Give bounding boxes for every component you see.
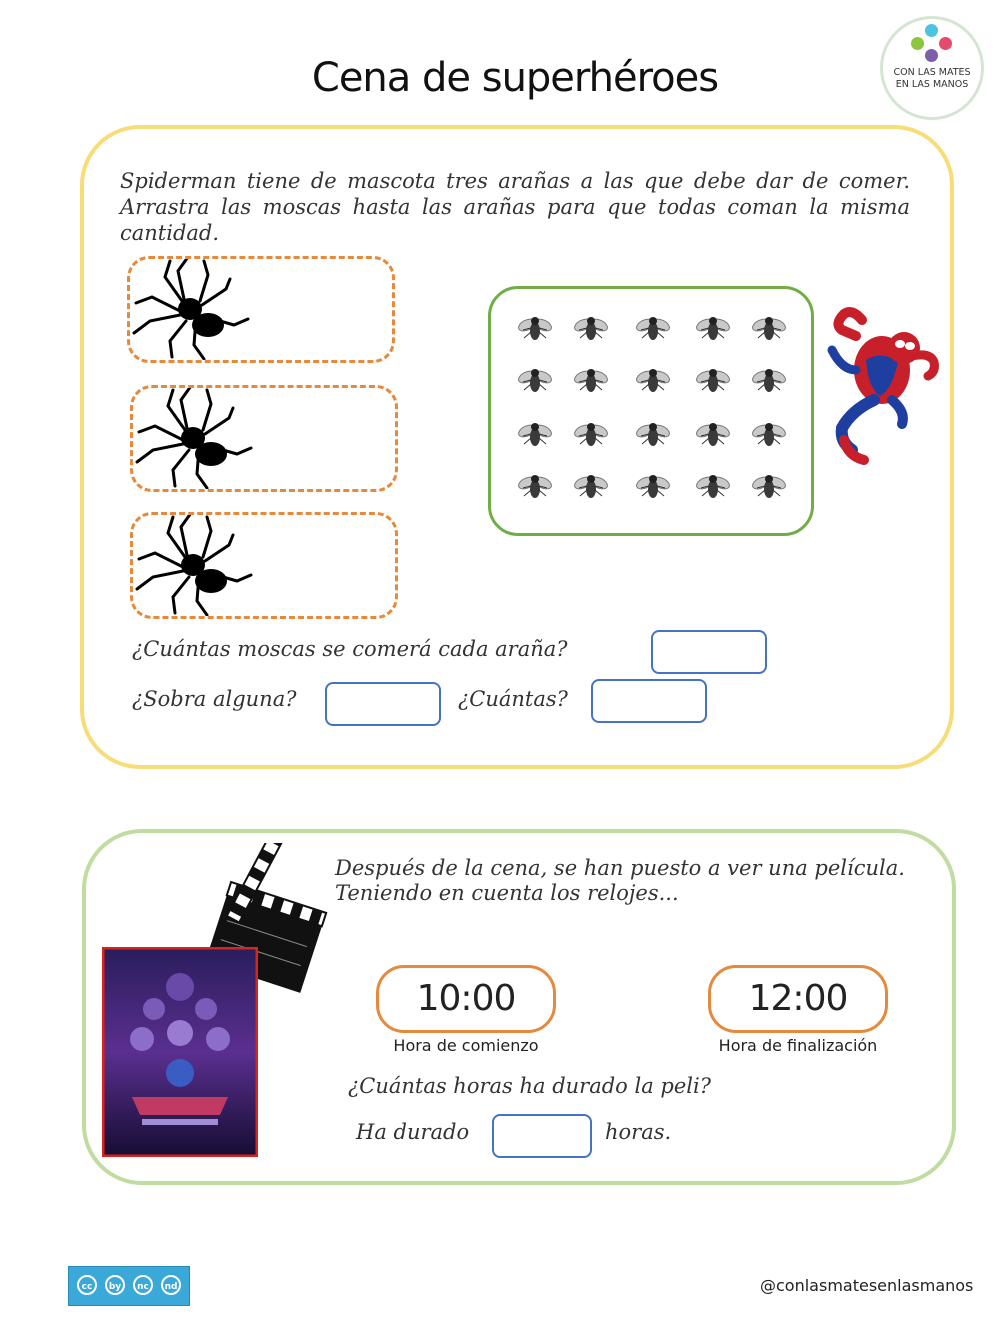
brand-logo [880, 16, 984, 120]
fly-icon[interactable] [636, 366, 670, 396]
fly-icon[interactable] [752, 314, 786, 344]
spider-drop-zone[interactable] [130, 512, 398, 619]
logo-dot-icon [925, 24, 938, 37]
question-per-spider: ¿Cuántas moscas se comerá cada araña? [132, 637, 568, 661]
answer-prefix: Ha durado [356, 1120, 470, 1144]
fly-icon[interactable] [574, 366, 608, 396]
leftover-answer-input[interactable] [325, 682, 441, 726]
fly-grid [491, 289, 811, 533]
logo-dot-icon [939, 37, 952, 50]
movie-text-line1: Después de la cena, se han puesto a ver una película. [335, 856, 905, 880]
start-time-label: Hora de comienzo [393, 1036, 539, 1055]
logo-dot-icon [911, 37, 924, 50]
fly-icon[interactable] [696, 472, 730, 502]
cc-icon: cc [77, 1275, 97, 1295]
spider-icon [130, 259, 250, 360]
fly-icon[interactable] [752, 472, 786, 502]
author-handle: @conlasmatesenlasmanos [760, 1276, 974, 1295]
movie-poster [102, 947, 258, 1157]
fly-icon[interactable] [752, 420, 786, 450]
attribution-icon: by [105, 1275, 125, 1295]
fly-icon[interactable] [636, 314, 670, 344]
spider-icon [133, 388, 253, 489]
question-leftover: ¿Sobra alguna? [132, 687, 297, 711]
start-time-clock: 10:00 [376, 965, 556, 1033]
fly-icon[interactable] [636, 420, 670, 450]
fly-icon[interactable] [574, 314, 608, 344]
fly-icon[interactable] [752, 366, 786, 396]
movie-text-line2: Teniendo en cuenta los relojes... [335, 881, 679, 905]
question-how-many: ¿Cuántas? [458, 687, 568, 711]
noncommercial-icon: nc [133, 1275, 153, 1295]
per-spider-answer-input[interactable] [651, 630, 767, 674]
license-badge [68, 1266, 190, 1306]
spider-drop-zone[interactable] [130, 385, 398, 492]
noderivatives-icon: nd [161, 1275, 181, 1295]
fly-icon[interactable] [518, 472, 552, 502]
fly-icon[interactable] [518, 420, 552, 450]
logo-dot-icon [925, 49, 938, 62]
movie-instructions [335, 856, 910, 906]
end-time-clock: 12:00 [708, 965, 888, 1033]
end-time-label: Hora de finalización [718, 1036, 878, 1055]
logo-text: CON LAS MATES EN LAS MANOS [893, 67, 971, 90]
fly-icon[interactable] [696, 366, 730, 396]
fly-icon[interactable] [696, 314, 730, 344]
fly-icon[interactable] [574, 420, 608, 450]
duration-answer-input[interactable] [492, 1114, 592, 1158]
spider-instructions: Spiderman tiene de mascota tres arañas a las que debe dar de comer. Arrastra las moscas hasta las arañas para que todas coman la misma cantidad. [120, 169, 910, 245]
fly-icon[interactable] [696, 420, 730, 450]
spider-icon [133, 515, 253, 616]
fly-container [488, 286, 814, 536]
fly-icon[interactable] [518, 366, 552, 396]
fly-icon[interactable] [574, 472, 608, 502]
spiderman-figure [822, 300, 942, 465]
how-many-answer-input[interactable] [591, 679, 707, 723]
fly-icon[interactable] [636, 472, 670, 502]
fly-icon[interactable] [518, 314, 552, 344]
question-duration: ¿Cuántas horas ha durado la peli? [348, 1074, 711, 1098]
page-title: Cena de superhéroes [311, 55, 719, 101]
spider-drop-zone[interactable] [127, 256, 395, 363]
answer-suffix: horas. [605, 1120, 672, 1144]
